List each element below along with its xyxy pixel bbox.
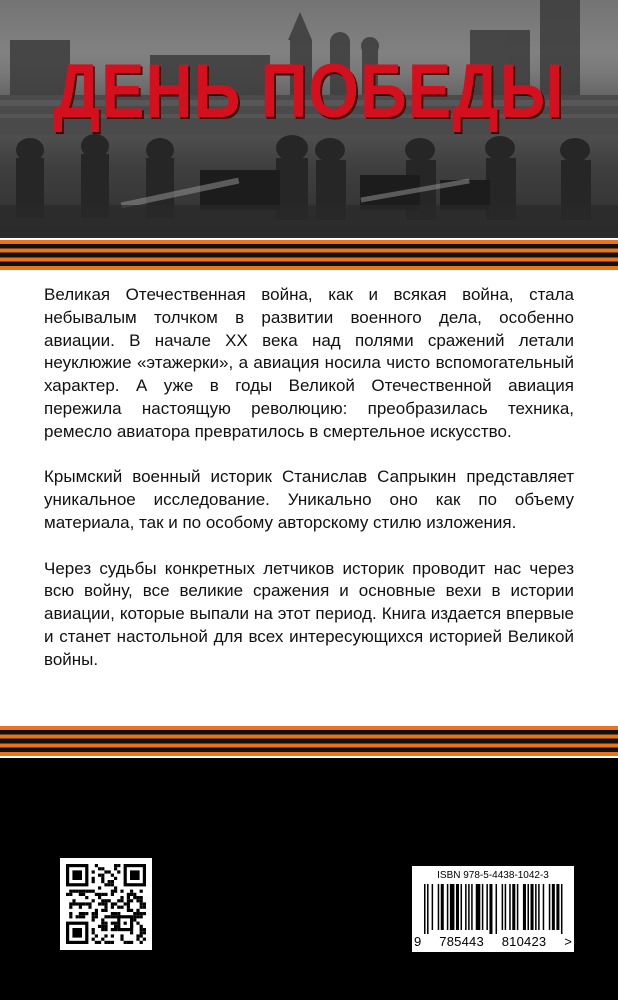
qr-code-icon (66, 864, 146, 944)
st-george-ribbon-top (0, 240, 618, 270)
barcode-digit-lead: 9 (414, 934, 422, 949)
st-george-ribbon-bottom (0, 726, 618, 756)
book-description (44, 284, 574, 694)
book-title: ДЕНЬ ПОБЕДЫ (53, 49, 565, 134)
isbn-label: ISBN 978-5-4438-1042-3 (437, 870, 549, 881)
description-paragraph-3: Через судьбы конкретных летчиков историк проводит нас через всю войну, все великие сражения и основные вехи в истории авиации, которые выпали на этот период. Книга издается впервые и станет настольной для всех интересующихся историей Великой войны. (44, 558, 574, 669)
description-paragraph-1: Великая Отечественная война, как и всякая война, стала небывалым толчком в развитии военного дела, особенно авиации. В начале XX века над полями сражений летали неуклюжие «этажерки», а авиация носила чисто вспомогательный характер. А уже в годы Великой Отечественной авиация пережила настоящую революцию: преобразилась техника, ремесло авиатора превратилось в смертельное искусство. (44, 285, 574, 441)
description-paragraph-2: Крымский военный историк Станислав Сапрыкин представляет уникальное исследование. Уникально оно как по объему материала, так и по особому авторскому стилю изложения. (44, 467, 574, 532)
parade-photo (0, 0, 618, 238)
barcode-bars (424, 884, 564, 934)
barcode-digit-group-2: 810423 (501, 934, 547, 949)
qr-code (60, 858, 152, 950)
barcode-digit-group-1: 785443 (439, 934, 484, 949)
isbn-barcode (412, 866, 574, 952)
barcode-digit-end: > (564, 934, 572, 949)
barcode-digits (414, 934, 572, 949)
